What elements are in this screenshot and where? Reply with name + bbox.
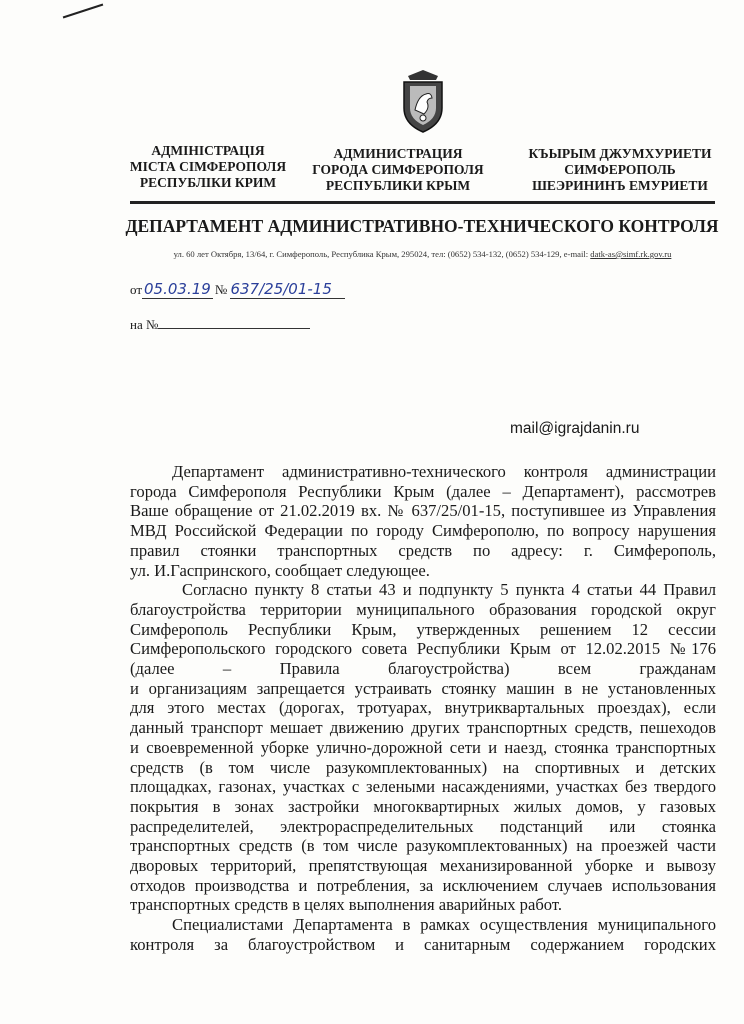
text-line: правил стоянки транспортных средств по адресу: г. Симферополь,: [130, 540, 716, 560]
text-line: и организациям запрещается устраивать стоянку машин в не установленных: [130, 678, 716, 698]
paragraph: [130, 915, 716, 954]
department-email-link[interactable]: datk-as@simf.rk.gov.ru: [590, 249, 672, 259]
text-line: дворовых территорий, препятствующая механизированной уборке и вывозу: [130, 856, 716, 876]
text-line: ул. И.Гаспринского, сообщает следующее.: [130, 560, 430, 580]
header-line: РЕСПУБЛИКИ КРЫМ: [325, 178, 471, 193]
text-line: Симферопольского городского совета Республики Крым от 12.02.2015 №176: [130, 639, 716, 659]
scan-mark: [63, 4, 104, 19]
header-line: АДМИНИСТРАЦИЯ: [333, 146, 463, 161]
text-line: Симферополь Республики Крым, утвержденных решением 12 сессии: [130, 619, 716, 639]
text-line: (далее – Правила благоустройства) всем гражданам: [130, 659, 716, 679]
text-line: МВД Российской Федерации по городу Симферополю, по вопросу нарушения: [130, 521, 716, 541]
header-line: ГОРОДА СИМФЕРОПОЛЯ: [312, 162, 484, 177]
text-line: Ваше обращение от 21.02.2019 вх. № 637/25/01-15, поступившее из Управления: [130, 501, 716, 521]
handwritten-number: 637/25/01-15: [230, 280, 345, 299]
recipient-email: mail@igrajdanin.ru: [510, 420, 640, 437]
text-line: благоустройства территории муниципального образования городской округ: [130, 599, 716, 619]
text-line: города Симферополя Республики Крым (далее – Департамент), рассмотрев: [130, 481, 716, 501]
header-line: ШЕЭРИНИНЪ ЕМУРИЕТИ: [532, 178, 708, 193]
text-line: площадках, газонах, участках с зелеными насаждениями, участках без твердого: [130, 777, 716, 797]
department-address: [110, 248, 735, 260]
from-label: от: [130, 282, 143, 297]
letter-body: [130, 462, 716, 955]
reply-to-label: на №: [130, 317, 159, 332]
address-text: ул. 60 лет Октября, 13/64, г. Симферополь, Республика Крым, 295024, тел: (0652) 534-132, (0652) 534-129, e-mail:: [173, 249, 591, 259]
text-line: и своевременной уборке улично-дорожной сети и наезд, стоянка транспортных: [130, 737, 716, 757]
header-ukrainian: [116, 143, 300, 191]
paragraph: [130, 580, 716, 915]
header-crimean-tatar: [528, 146, 712, 194]
header-line: МІСТА СІМФЕРОПОЛЯ: [129, 159, 287, 174]
text-line: Согласно пункту 8 статьи 43 и подпункту 5 пункта 4 статьи 44 Правил: [182, 580, 716, 600]
header-russian: [306, 146, 490, 194]
text-line: транспортных средств (в том числе разукомплектованных) на проезжей части: [130, 836, 716, 856]
paragraph: [130, 462, 716, 580]
text-line: распределителей, электрораспределительных подстанций или стоянка: [130, 816, 716, 836]
text-line: транспортных средств в целях выполнения аварийных работ.: [130, 895, 563, 915]
reply-reference: [130, 314, 310, 333]
text-line: отходов производства и потребления, за исключением случаев использования: [130, 875, 716, 895]
text-line: покрытия в зонах застройки многоквартирных жилых домов, у газовых: [130, 796, 716, 816]
department-title: ДЕПАРТАМЕНТ АДМИНИСТРАТИВНО-ТЕХНИЧЕСКОГО КОНТРОЛЯ: [125, 216, 719, 236]
outgoing-reference: [130, 280, 345, 299]
header-divider: [130, 201, 715, 204]
number-label: №: [214, 282, 228, 297]
crimea-coat-of-arms-icon: [398, 68, 448, 134]
handwritten-date: 05.03.19: [144, 280, 211, 298]
text-line: для этого местах (дорогах, тротуарах, внутриквартальных проездах), если: [130, 698, 716, 718]
text-line: Департамент административно-технического контроля администрации: [172, 462, 716, 481]
text-line: данный транспорт мешает движению других транспортных средств, пешеходов: [130, 718, 716, 738]
reply-to-blank: [158, 314, 310, 329]
header-line: РЕСПУБЛІКИ КРИМ: [139, 175, 277, 190]
text-line: Специалистами Департамента в рамках осуществления муниципального: [172, 915, 716, 935]
header-line: АДМІНІСТРАЦІЯ: [151, 143, 265, 158]
text-line: контроля за благоустройством и санитарным содержанием городских: [130, 934, 716, 954]
header-line: КЪЫРЫМ ДЖУМХУРИЕТИ: [528, 146, 712, 161]
text-line: средств (в том числе разукомплектованных) на спортивных и детских: [130, 757, 716, 777]
header-line: СИМФЕРОПОЛЬ: [564, 162, 676, 177]
